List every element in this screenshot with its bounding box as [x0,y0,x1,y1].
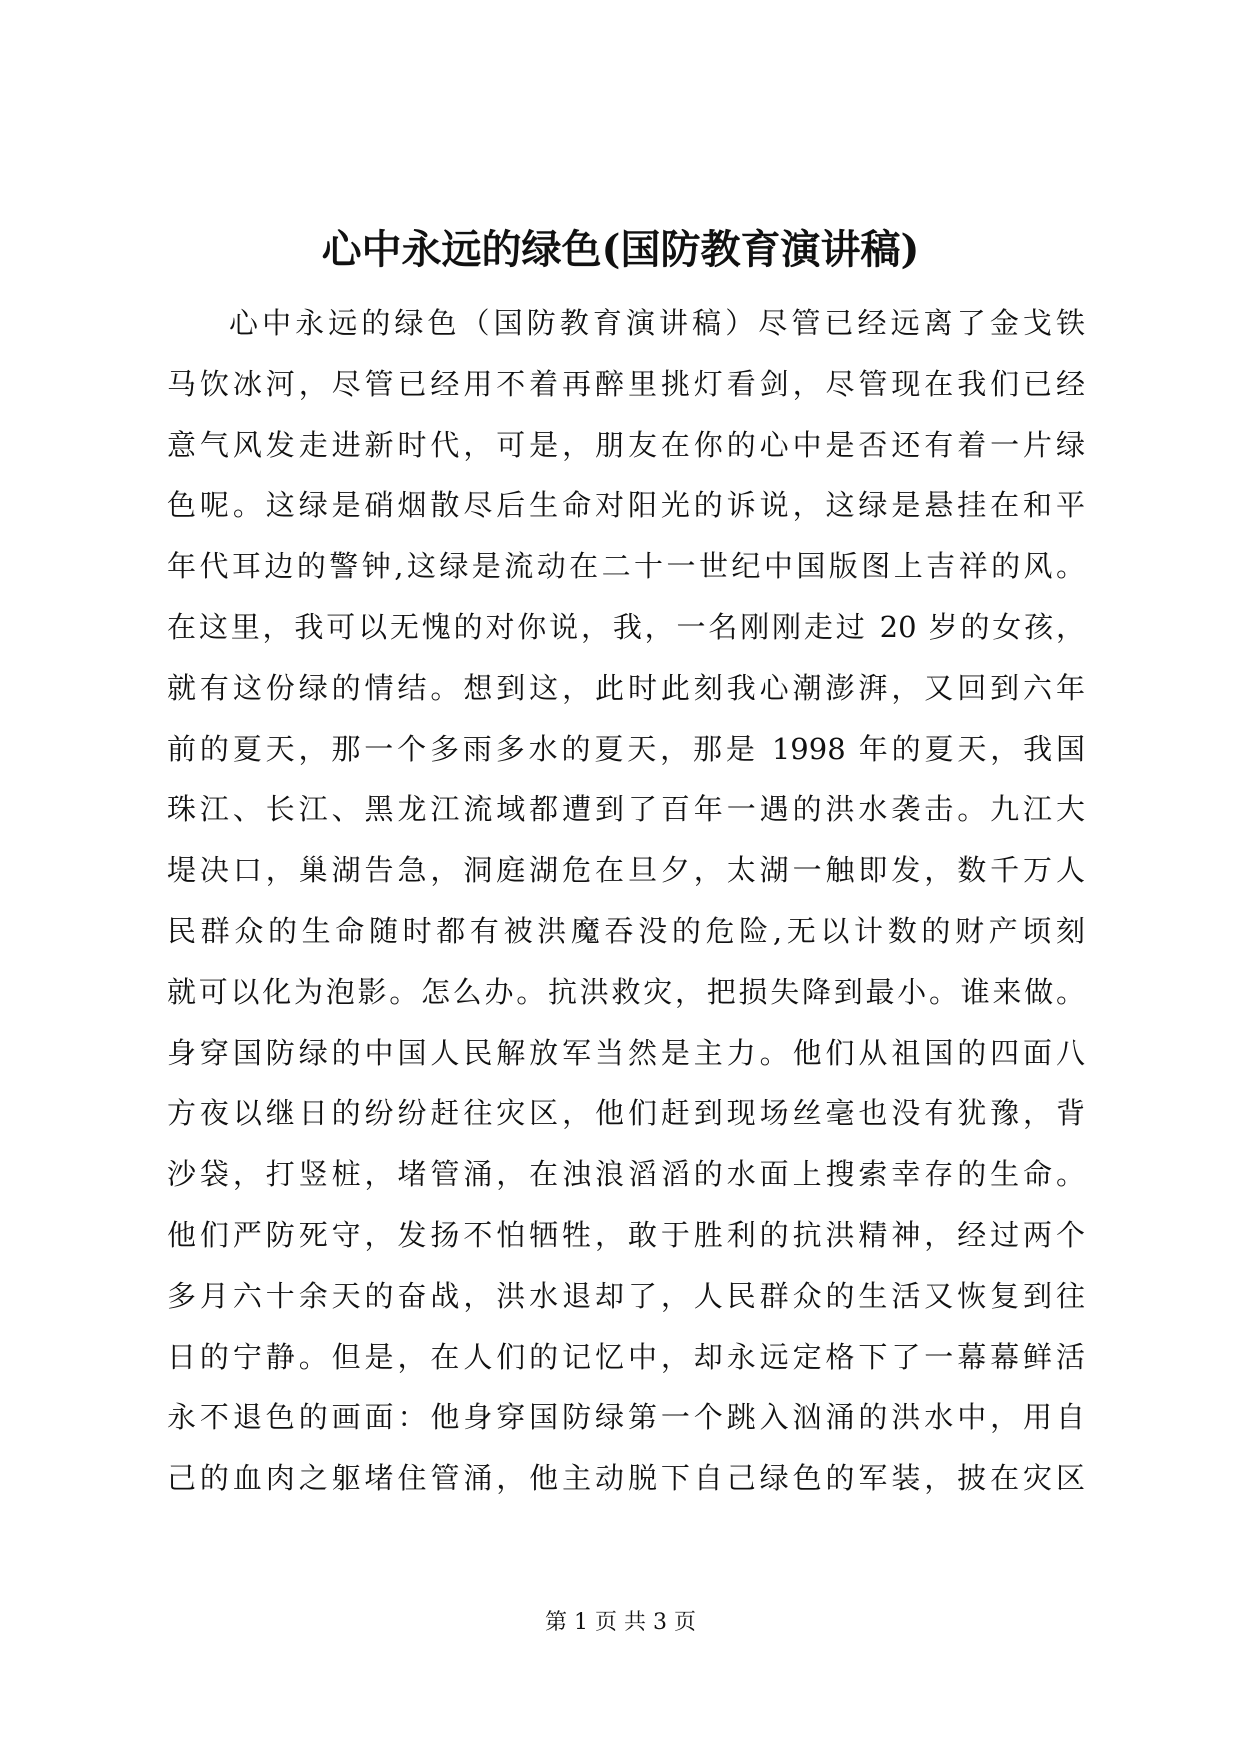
body-line: 在这里，我可以无愧的对你说，我，一名刚刚走过 20 岁的女孩， [167,609,1085,644]
page-number: 第 1 页 共 3 页 [545,1610,696,1635]
body-line: 珠江、长江、黑龙江流域都遭到了百年一遇的洪水袭击。九江大 [167,792,1085,827]
body-line: 民群众的生命随时都有被洪魔吞没的危险,无以计数的财产顷刻 [167,913,1085,948]
body-line: 马饮冰河，尽管已经用不着再醉里挑灯看剑，尽管现在我们已经 [167,366,1085,401]
body-line: 就可以化为泡影。怎么办。抗洪救灾，把损失降到最小。谁来做。 [167,974,1085,1009]
body-line: 己的血肉之躯堵住管涌，他主动脱下自己绿色的军装，披在灾区 [167,1461,1085,1496]
body-line: 意气风发走进新时代，可是，朋友在你的心中是否还有着一片绿 [167,427,1085,462]
body-line: 前的夏天，那一个多雨多水的夏天，那是 1998 年的夏天，我国 [167,731,1085,766]
body-line: 多月六十余天的奋战，洪水退却了，人民群众的生活又恢复到往 [167,1278,1085,1313]
body-line: 他们严防死守，发扬不怕牺牲，敢于胜利的抗洪精神，经过两个 [167,1217,1085,1252]
body-line: 年代耳边的警钟,这绿是流动在二十一世纪中国版图上吉祥的风。 [167,549,1085,584]
document-body [167,293,1085,1509]
body-line: 堤决口，巢湖告急，洞庭湖危在旦夕，太湖一触即发，数千万人 [167,853,1085,888]
body-line: 日的宁静。但是，在人们的记忆中，却永远定格下了一幕幕鲜活 [167,1339,1085,1374]
body-line: 心中永远的绿色（国防教育演讲稿）尽管已经远离了金戈铁 [229,306,1085,340]
body-line: 色呢。这绿是硝烟散尽后生命对阳光的诉说，这绿是悬挂在和平 [167,488,1085,523]
document-title: 心中永远的绿色(国防教育演讲稿) [321,226,920,273]
body-line: 永不退色的画面：他身穿国防绿第一个跳入汹涌的洪水中，用自 [167,1400,1085,1435]
body-line: 方夜以继日的纷纷赶往灾区，他们赶到现场丝毫也没有犹豫，背 [167,1096,1085,1131]
body-line: 就有这份绿的情结。想到这，此时此刻我心潮澎湃，又回到六年 [167,670,1085,705]
body-line: 沙袋，打竖桩，堵管涌，在浊浪滔滔的水面上搜索幸存的生命。 [167,1157,1085,1192]
body-line: 身穿国防绿的中国人民解放军当然是主力。他们从祖国的四面八 [167,1035,1085,1070]
